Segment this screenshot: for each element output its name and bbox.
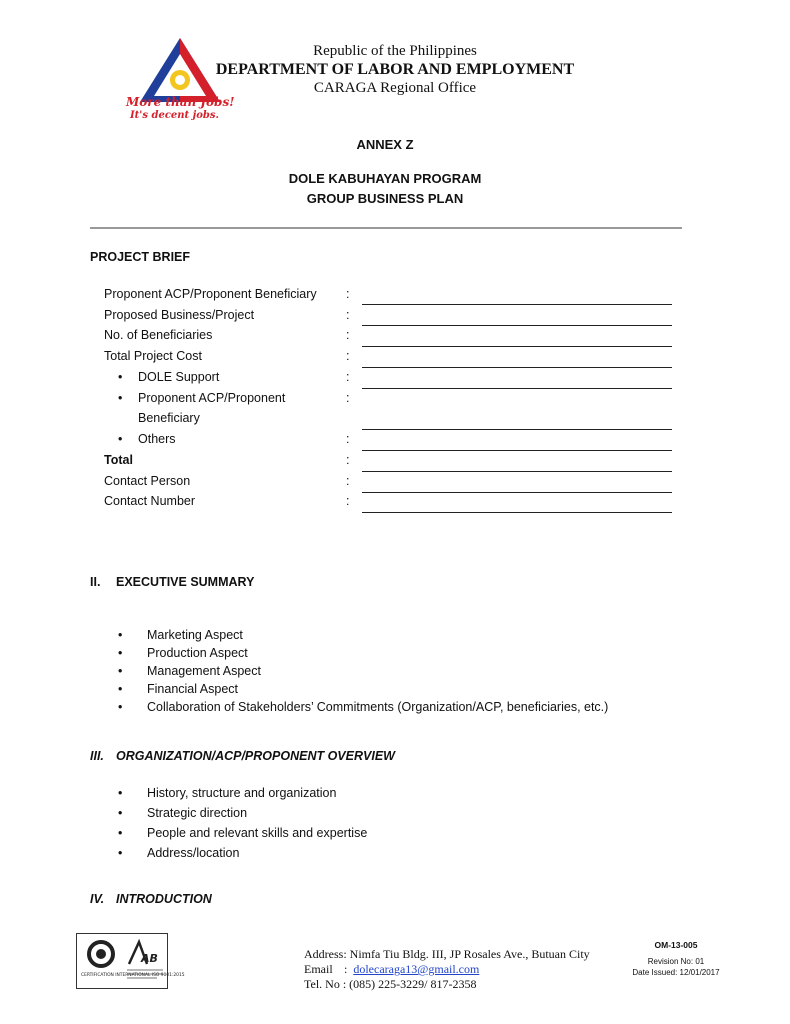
field-no-of-beneficiaries (0, 328, 770, 348)
logo-tagline-1: More than Jobs! (126, 95, 235, 109)
tel-value: (085) 225-3229/ 817-2358 (349, 977, 477, 991)
field-label: Others (138, 432, 176, 446)
section-number: IV. (90, 892, 105, 906)
section-executive-summary-title (90, 575, 254, 589)
field-contact-person (0, 474, 770, 494)
tel-row (304, 977, 590, 992)
field-label: Total (104, 453, 133, 467)
logo-tagline-2: It's decent jobs. (130, 110, 220, 121)
document-code: OM-13-005 (654, 940, 698, 950)
field-dole-support (0, 370, 770, 390)
list-item: • Strategic direction (118, 803, 367, 823)
list-item: • Marketing Aspect (118, 626, 608, 644)
annex-title: ANNEX Z (356, 137, 414, 152)
list-item: • Address/location (118, 843, 367, 863)
tel-key: Tel. No : (304, 977, 347, 991)
field-colon: : (346, 432, 350, 446)
bullet-icon: • (118, 432, 123, 446)
field-label: Contact Number (104, 494, 196, 508)
plan-title: GROUP BUSINESS PLAN (306, 191, 464, 206)
section-introduction-title (90, 892, 212, 906)
list-item: • Production Aspect (118, 644, 608, 662)
field-colon: : (346, 391, 350, 405)
field-colon: : (346, 287, 350, 301)
field-label: Proponent ACP/Proponent (138, 391, 286, 405)
section-title: ORGANIZATION/ACP/PROPONENT OVERVIEW (116, 749, 395, 763)
svg-text:AB: AB (141, 952, 158, 965)
field-others (0, 432, 770, 452)
email-link[interactable]: dolecaraga13@gmail.com (353, 962, 480, 976)
field-blank-line[interactable] (362, 512, 672, 513)
project-brief-title: PROJECT BRIEF (90, 250, 191, 264)
field-proposed-business (0, 308, 770, 328)
department-heading: DEPARTMENT OF LABOR AND EMPLOYMENT (215, 61, 575, 78)
field-blank-line[interactable] (362, 388, 672, 389)
list-item: • Management Aspect (118, 662, 608, 680)
field-label-continued: Beneficiary (138, 411, 200, 425)
field-blank-line[interactable] (362, 450, 672, 451)
field-colon: : (346, 349, 350, 363)
list-item: • History, structure and organization (118, 783, 367, 803)
section-organization-overview-title (90, 749, 395, 763)
certification-logo (76, 933, 185, 989)
field-colon: : (346, 328, 350, 342)
field-total (0, 453, 770, 473)
field-proponent-share (0, 391, 770, 431)
section-number: II. (90, 575, 101, 589)
executive-summary-list (118, 626, 608, 716)
section-number: III. (90, 749, 104, 763)
regional-office-heading: CARAGA Regional Office (313, 80, 477, 96)
field-colon: : (346, 474, 350, 488)
address-value: Nimfa Tiu Bldg. III, JP Rosales Ave., Butuan City (349, 947, 590, 961)
field-label: Proponent ACP/Proponent Beneficiary (104, 287, 317, 301)
field-label: DOLE Support (138, 370, 220, 384)
field-colon: : (346, 370, 350, 384)
list-item: • Collaboration of Stakeholders’ Commitments (Organization/ACP, beneficiaries, etc.) (118, 698, 608, 716)
field-proponent (0, 287, 770, 307)
section-title: EXECUTIVE SUMMARY (116, 575, 255, 589)
field-blank-line[interactable] (362, 492, 672, 493)
revision-number: Revision No: 01 (647, 957, 705, 966)
field-blank-line[interactable] (362, 325, 672, 326)
header-divider (90, 227, 682, 229)
field-blank-line[interactable] (362, 367, 672, 368)
cert-caption: CERTIFICATION INTERNATIONAL ISO 9001:2015 (81, 973, 185, 978)
field-blank-line[interactable] (362, 471, 672, 472)
field-colon: : (346, 494, 350, 508)
field-blank-line[interactable] (362, 304, 672, 305)
field-blank-line[interactable] (362, 346, 672, 347)
address-row (304, 947, 590, 962)
office-contact-block (304, 947, 590, 992)
list-item: • Financial Aspect (118, 680, 608, 698)
list-item: • People and relevant skills and expertise (118, 823, 367, 843)
field-label: Contact Person (104, 474, 191, 488)
field-label: Proposed Business/Project (104, 308, 255, 322)
field-label: Total Project Cost (104, 349, 202, 363)
field-contact-number (0, 494, 770, 514)
section-title: INTRODUCTION (116, 892, 212, 906)
field-total-project-cost (0, 349, 770, 369)
field-colon: : (346, 308, 350, 322)
email-separator: : (344, 962, 348, 976)
field-colon: : (346, 453, 350, 467)
email-key: Email (304, 962, 333, 976)
field-blank-line[interactable] (362, 429, 672, 430)
document-control-block (616, 940, 736, 978)
address-key: Address: (304, 947, 347, 961)
date-issued: Date Issued: 12/01/2017 (632, 968, 720, 977)
bullet-icon: • (118, 391, 123, 405)
organization-overview-list (118, 783, 367, 863)
email-row (304, 962, 590, 977)
bullet-icon: • (118, 370, 123, 384)
field-label: No. of Beneficiaries (104, 328, 213, 342)
republic-heading: Republic of the Philippines (313, 43, 477, 59)
program-title: DOLE KABUHAYAN PROGRAM (288, 171, 482, 186)
